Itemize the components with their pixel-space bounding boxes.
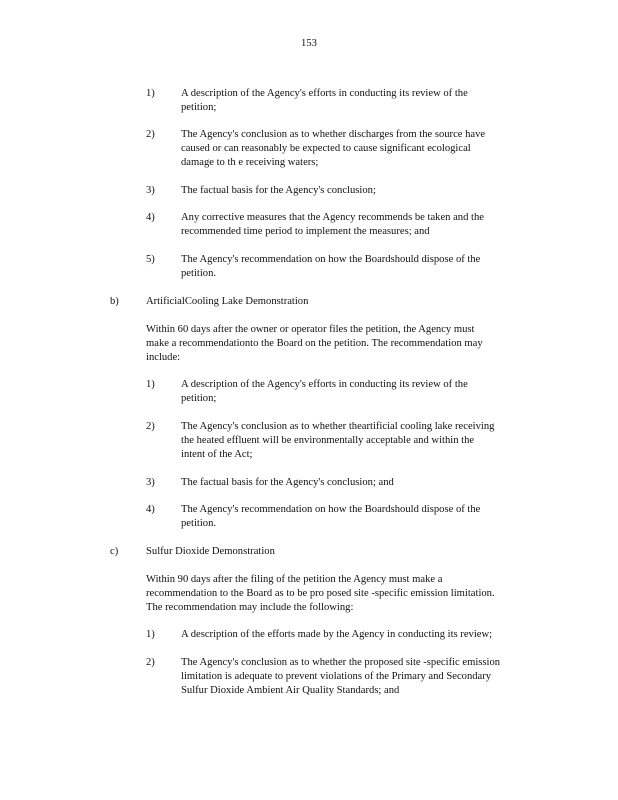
item-text (181, 656, 541, 698)
text-line: A description of the Agency's efforts in conducting its review of the (181, 88, 468, 99)
text-line: make a recommendationto the Board on the petition. The recommendation may (146, 338, 483, 349)
section-letter: c) (110, 546, 119, 557)
item-number: 1) (146, 379, 155, 390)
item-text (181, 420, 541, 462)
text-line: include: (146, 352, 181, 363)
item-number: 2) (146, 421, 155, 432)
section-title: Sulfur Dioxide Demonstration (146, 546, 275, 557)
text-line: Within 90 days after the filing of the petition the Agency must make a (146, 574, 443, 585)
text-line: Within 60 days after the owner or operator files the petition, the Agency must (146, 324, 475, 335)
text-line: The Agency's conclusion as to whether discharges from the source have (181, 129, 486, 140)
item-text (181, 476, 541, 490)
section-intro (146, 323, 536, 365)
text-line: petition. (181, 518, 217, 529)
item-number: 4) (146, 504, 155, 515)
item-number: 3) (146, 185, 155, 196)
item-number: 4) (146, 212, 155, 223)
text-line: intent of the Act; (181, 449, 253, 460)
text-line: A description of the Agency's efforts in conducting its review of the (181, 379, 468, 390)
text-line: the heated effluent will be environmentally acceptable and within the (181, 435, 475, 446)
item-text (181, 184, 541, 198)
section-intro (146, 573, 536, 615)
item-text (181, 211, 541, 239)
text-line: Sulfur Dioxide Ambient Air Quality Standards; and (181, 685, 400, 696)
text-line: recommendation to the Board as to be pro posed site -specific emission limitation. (146, 588, 495, 599)
item-number: 5) (146, 254, 155, 265)
item-number: 1) (146, 629, 155, 640)
text-line: The recommendation may include the following: (146, 602, 354, 613)
item-text (181, 378, 541, 406)
item-number: 3) (146, 477, 155, 488)
text-line: The Agency's conclusion as to whether theartificial cooling lake receiving (181, 421, 495, 432)
text-line: petition. (181, 268, 217, 279)
item-text (181, 628, 541, 642)
section-title: ArtificialCooling Lake Demonstration (146, 296, 309, 307)
text-line: The factual basis for the Agency's conclusion; and (181, 477, 394, 488)
text-line: The factual basis for the Agency's conclusion; (181, 185, 376, 196)
text-line: recommended time period to implement the measures; and (181, 226, 430, 237)
item-text (181, 503, 541, 531)
text-line: limitation is adequate to prevent violations of the Primary and Secondary (181, 671, 492, 682)
text-line: petition; (181, 102, 217, 113)
item-text (181, 128, 541, 170)
item-text (181, 253, 541, 281)
text-line: The Agency's conclusion as to whether the proposed site -specific emission (181, 657, 501, 668)
page-number: 153 (301, 38, 317, 49)
item-number: 2) (146, 129, 155, 140)
text-line: The Agency's recommendation on how the Boardshould dispose of the (181, 254, 481, 265)
section-letter: b) (110, 296, 119, 307)
text-line: caused or can reasonably be expected to cause significant ecological (181, 143, 471, 154)
item-text (181, 87, 541, 115)
text-line: A description of the efforts made by the Agency in conducting its review; (181, 629, 493, 640)
text-line: petition; (181, 393, 217, 404)
text-line: The Agency's recommendation on how the Boardshould dispose of the (181, 504, 481, 515)
item-number: 2) (146, 657, 155, 668)
item-number: 1) (146, 88, 155, 99)
text-line: damage to th e receiving waters; (181, 157, 319, 168)
text-line: Any corrective measures that the Agency recommends be taken and the (181, 212, 484, 223)
